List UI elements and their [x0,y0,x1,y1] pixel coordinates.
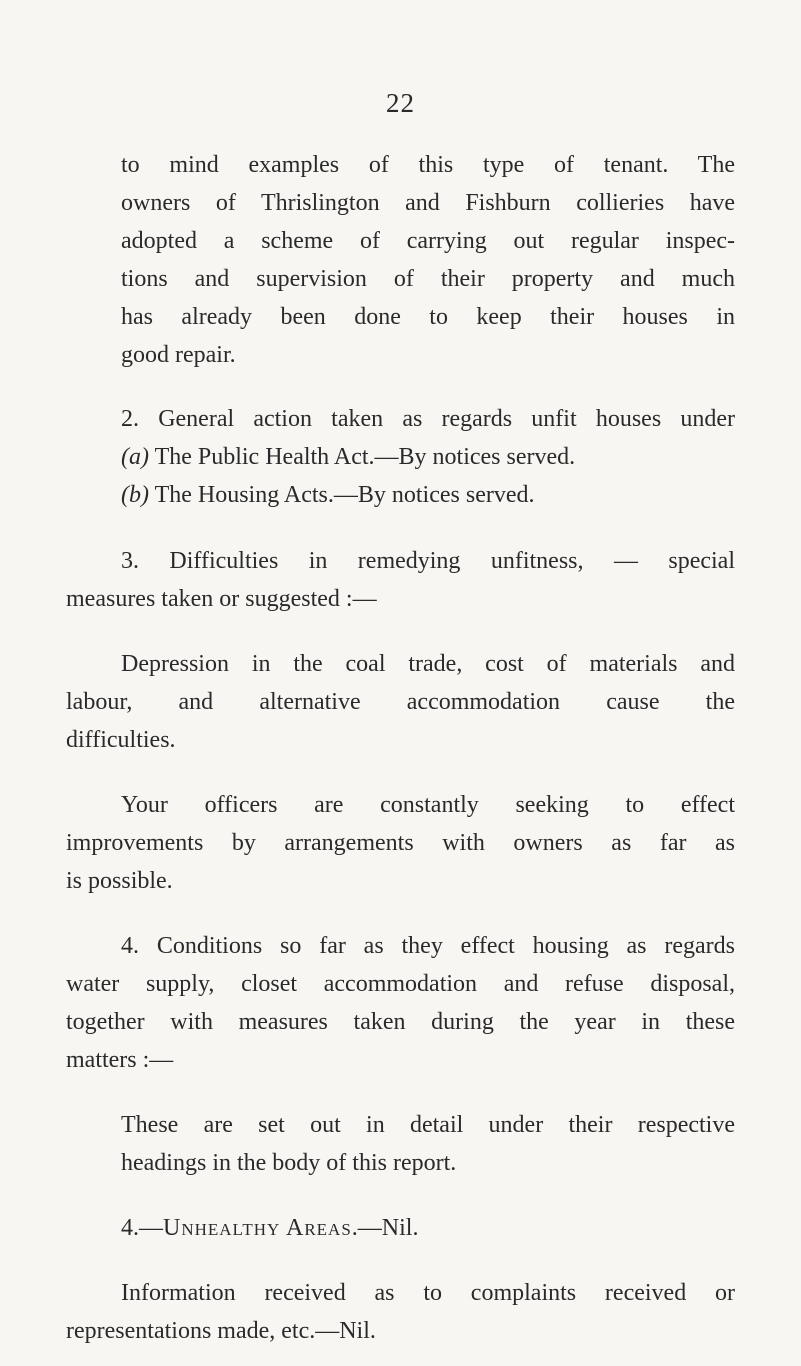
section-title: Unhealthy Areas [163,1215,352,1241]
text-line: water supply, closet accommodation and refuse disposal, [66,971,735,997]
item-3-heading-cont: measures taken or suggested :— [66,586,377,612]
text-line: together with measures taken during the year in these [66,1009,735,1035]
text-line: to mind examples of this type of tenant. The [121,152,735,178]
text-line: has already been done to keep their houses in [121,304,735,330]
section-prefix: 4.— [121,1215,163,1241]
section-suffix: .—Nil. [351,1215,419,1241]
item-2b [121,476,535,514]
page-number: 22 [386,88,415,118]
item-2a [121,438,575,476]
text-line: owners of Thrislington and Fishburn collieries have [121,190,735,216]
text-line: labour, and alternative accommodation cause the [66,689,735,715]
text-line: headings in the body of this report. [121,1150,457,1176]
text-line: tions and supervision of their property and much [121,266,735,292]
item-2b-text: The Housing Acts.—By notices served. [154,482,535,508]
item-4-heading: 4. Conditions so far as they effect housing as regards [121,933,735,959]
text-line: matters :— [66,1047,174,1073]
section-heading [121,1209,418,1247]
text-line: Depression in the coal trade, cost of materials and [121,651,735,677]
item-2a-text: The Public Health Act.—By notices served. [154,444,576,470]
item-2a-label: (a) [121,444,149,470]
text-line: good repair. [121,342,236,368]
text-line: These are set out in detail under their respective [121,1112,735,1138]
item-2-heading: 2. General action taken as regards unfit houses under [121,406,735,432]
item-2b-label: (b) [121,482,149,508]
text-line: is possible. [66,868,173,894]
text-line: Your officers are constantly seeking to effect [121,792,735,818]
text-line: difficulties. [66,727,176,753]
text-line: improvements by arrangements with owners as far as [66,830,735,856]
text-line: representations made, etc.—Nil. [66,1318,376,1344]
text-line: Information received as to complaints received or [121,1280,735,1306]
item-3-heading: 3. Difficulties in remedying unfitness, — special [121,548,735,574]
text-line: adopted a scheme of carrying out regular inspec- [121,228,735,254]
